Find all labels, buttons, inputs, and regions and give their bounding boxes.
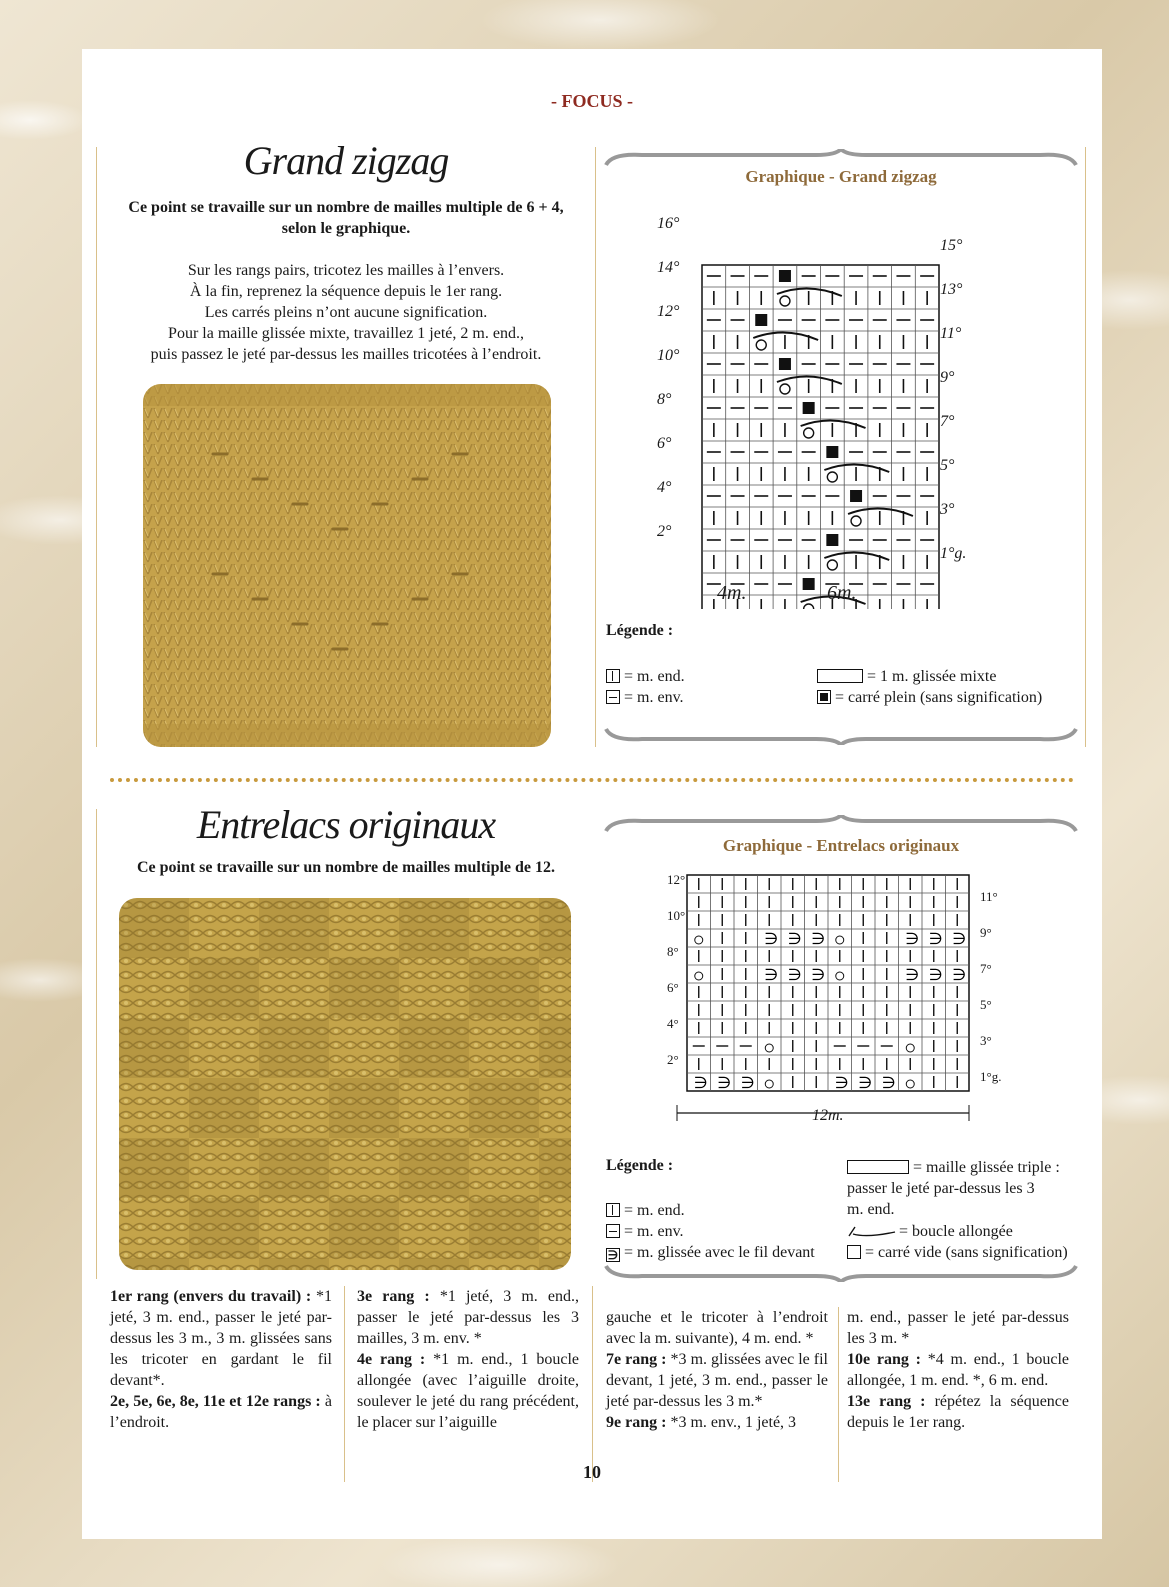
row-label: 7°: [940, 413, 955, 430]
filled-square-mark: [803, 402, 815, 414]
slip-front-mark: ∋: [928, 929, 943, 948]
purl-symbol-icon: [606, 1224, 620, 1238]
filled-square-mark: [826, 446, 838, 458]
row-label: 4°: [657, 479, 672, 496]
intro-entrelacs: Ce point se travaille sur un nombre de mailles multiple de 12.: [136, 859, 556, 876]
row-label: 12°: [657, 303, 680, 320]
section-title-entrelacs: Entrelacs originaux: [196, 802, 496, 847]
filled-square-mark: [826, 534, 838, 546]
col-divider: [838, 1307, 839, 1482]
row-text: répétez la séquence depuis le 1er rang.: [847, 1393, 1070, 1431]
row-heading: 10e rang :: [847, 1351, 921, 1368]
instructions-grand-zigzag: [112, 260, 580, 365]
row-label: 3°: [940, 501, 955, 518]
row-heading: 2e, 5e, 6e, 8e, 11e et 12e rangs :: [110, 1393, 321, 1410]
section-header: - FOCUS -: [551, 91, 633, 111]
filled-square-icon: [817, 690, 831, 704]
row-heading: 1er rang (envers du travail) :: [110, 1288, 312, 1305]
text-column-4: [847, 1307, 1069, 1433]
divider-mid: [595, 147, 596, 747]
row-label: 14°: [657, 259, 680, 276]
purl-symbol-icon: [606, 690, 620, 704]
row-label: 6°: [657, 435, 672, 452]
row-label: 2°: [667, 1052, 679, 1067]
filled-square-mark: [755, 314, 767, 326]
slip-front-symbol-icon: ∋: [607, 1248, 619, 1262]
row-text: gauche et le tricoter à l’endroit avec la m. suivante), 4 m. end. *: [606, 1309, 828, 1347]
page-sheet: [82, 49, 1102, 1539]
legend-item-slip-front: [606, 1242, 815, 1263]
row-label: 7°: [980, 961, 992, 976]
instruction-line: puis passez le jeté par-dessus les mailles tricotées à l’endroit.: [150, 346, 542, 363]
instruction-line: Pour la maille glissée mixte, travaillez 1 jeté, 2 m. end.,: [168, 325, 524, 342]
legend-title-entrelacs: Légende :: [606, 1157, 674, 1174]
row-label: 5°: [940, 457, 955, 474]
row-heading: 9e rang :: [606, 1414, 667, 1431]
filled-square-mark: [779, 270, 791, 282]
legend-item-knit: [606, 666, 685, 687]
row-text: m. end., passer le jeté par-dessus les 3 m. *: [847, 1309, 1069, 1347]
legend-text: = m. end.: [624, 668, 685, 685]
text-column-1: [110, 1286, 332, 1433]
instruction-line: À la fin, reprenez la séquence depuis le 1er rang.: [189, 283, 503, 300]
col-divider: [344, 1286, 345, 1482]
legend-text: = carré vide (sans signification): [865, 1244, 1068, 1261]
slip-front-mark: ∋: [952, 965, 967, 984]
legend-item-empty: [847, 1242, 1068, 1263]
legend-text: = boucle allongée: [899, 1223, 1013, 1240]
slip-front-mark: ∋: [928, 965, 943, 984]
slip-front-mark: ∋: [811, 929, 826, 948]
row-label: 12°: [667, 872, 686, 887]
legend-text: = 1 m. glissée mixte: [867, 668, 997, 685]
slip-front-mark: ∋: [787, 965, 802, 984]
slip-front-mark: ∋: [952, 929, 967, 948]
slip-front-mark: ∋: [787, 929, 802, 948]
row-label: 8°: [657, 391, 672, 408]
filled-square-mark: [850, 490, 862, 502]
row-label: 9°: [980, 925, 992, 940]
instruction-line: Les carrés pleins n’ont aucune signification.: [204, 304, 488, 321]
row-text: *3 m. env., 1 jeté, 3: [670, 1414, 797, 1431]
legend-title-zigzag: Légende :: [606, 622, 674, 639]
row-label: 1°g.: [980, 1069, 1002, 1084]
row-heading: 3e rang :: [357, 1288, 430, 1305]
row-text: *1 jeté, 3 m. end., passer le jeté par-dessus les 3 mailles, 3 m. env. *: [357, 1288, 580, 1347]
brace-bottom: [602, 725, 1080, 745]
row-label: 3°: [980, 1033, 992, 1048]
row-text: *1 m. end., 1 boucle allongée (avec l’aiguille droite, soulever le jeté du rang précédent, le placer sur l’aiguille: [357, 1351, 580, 1431]
row-text: *4 m. end., 1 boucle allongée, 1 m. end. *, 6 m. end.: [847, 1351, 1069, 1389]
row-label: 16°: [657, 215, 680, 232]
span-label-4m: 4m.: [717, 582, 747, 604]
knit-symbol-icon: [606, 669, 620, 683]
knit-swatch-photo-entrelacs: [119, 898, 571, 1270]
row-label: 6°: [667, 980, 679, 995]
text-column-2: [357, 1286, 579, 1433]
loop-symbol-icon: [847, 1223, 899, 1244]
slip-mixed-symbol-icon: [817, 669, 863, 683]
section-title-grand-zigzag: Grand zigzag: [243, 138, 449, 183]
legend-item-loop: [847, 1221, 1013, 1244]
slip-front-mark: ∋: [905, 929, 920, 948]
row-heading: 4e rang :: [357, 1351, 426, 1368]
row-label: 11°: [980, 889, 998, 904]
legend-text: = m. glissée avec le fil devant: [624, 1244, 815, 1261]
row-text: *3 m. glissées avec le fil devant, 1 jeté, 3 m. end., passer le jeté par-dessus les 3 m.*: [606, 1351, 829, 1410]
row-label: 4°: [667, 1016, 679, 1031]
row-label: 9°: [940, 369, 955, 386]
legend-item-slip-mixed: [817, 666, 996, 687]
row-label: 8°: [667, 944, 679, 959]
slip-front-mark: ∋: [858, 1073, 873, 1092]
knit-swatch-photo-zigzag: [143, 384, 551, 747]
row-label: 10°: [667, 908, 686, 923]
row-label: 11°: [940, 325, 962, 342]
instruction-line: Sur les rangs pairs, tricotez les mailles à l’envers.: [187, 262, 505, 279]
legend-text: = carré plein (sans signification): [835, 689, 1043, 706]
slip-front-mark: ∋: [905, 965, 920, 984]
row-label: 13°: [940, 281, 963, 298]
chart-title-grand-zigzag: Graphique - Grand zigzag: [745, 167, 937, 186]
page-number: 10: [583, 1462, 601, 1482]
filled-square-mark: [803, 578, 815, 590]
col-divider: [592, 1286, 593, 1482]
slip-front-mark: ∋: [834, 1073, 849, 1092]
divider-left: [96, 147, 97, 747]
row-heading: 13e rang :: [847, 1393, 926, 1410]
knit-symbol-icon: [606, 1203, 620, 1217]
slip-front-mark: ∋: [764, 965, 779, 984]
knitting-chart-entrelacs: [667, 867, 1007, 1127]
brace-top-2: [602, 815, 1080, 835]
row-label: 10°: [657, 347, 680, 364]
span-label-12m: 12m.: [812, 1107, 844, 1124]
row-label: 15°: [940, 237, 963, 254]
row-label: 2°: [657, 523, 672, 540]
slip-front-mark: ∋: [881, 1073, 896, 1092]
row-heading: 7e rang :: [606, 1351, 667, 1368]
text-column-3: [606, 1307, 828, 1433]
chart-title-entrelacs: Graphique - Entrelacs originaux: [722, 836, 960, 855]
slip-front-mark: ∋: [764, 929, 779, 948]
legend-item-filled: [817, 687, 1042, 708]
intro-grand-zigzag: Ce point se travaille sur un nombre de mailles multiple de 6 + 4, selon le graphique.: [128, 199, 564, 237]
legend-text: = m. env.: [624, 689, 684, 706]
legend-item-purl: [606, 687, 684, 708]
slip-front-mark: ∋: [811, 965, 826, 984]
brace-top: [602, 149, 1080, 169]
slip-front-mark: ∋: [717, 1073, 732, 1092]
legend-item-slip-triple: [847, 1157, 1060, 1178]
row-label: 1°g.: [940, 545, 967, 562]
filled-square-mark: [779, 358, 791, 370]
section-separator: [110, 778, 1074, 782]
divider-right: [1085, 147, 1086, 747]
brace-bottom-2: [602, 1262, 1080, 1282]
row-label: 5°: [980, 997, 992, 1012]
slip-front-mark: ∋: [740, 1073, 755, 1092]
row-text: *1 jeté, 3 m. end., passer le jeté par-dessus les 3 m., 3 m. glissées sans les tricoter en gardant le fil devant*.: [110, 1288, 332, 1389]
slip-triple-symbol-icon: [847, 1160, 909, 1174]
slip-front-mark: ∋: [693, 1073, 708, 1092]
span-label-6m: 6m.: [827, 582, 857, 604]
legend-item-knit-2: [606, 1200, 685, 1221]
legend-item-slip-triple-2: passer le jeté par-dessus les 3: [847, 1180, 1035, 1197]
legend-text: = m. env.: [624, 1223, 684, 1240]
divider-left-2: [96, 809, 97, 1279]
legend-text: = m. end.: [624, 1202, 685, 1219]
legend-item-slip-triple-3: m. end.: [847, 1201, 895, 1218]
row-text: à l’endroit.: [110, 1393, 333, 1431]
empty-square-icon: [847, 1245, 861, 1259]
legend-item-purl-2: [606, 1221, 684, 1242]
legend-text: = maille glissée triple :: [913, 1159, 1060, 1176]
